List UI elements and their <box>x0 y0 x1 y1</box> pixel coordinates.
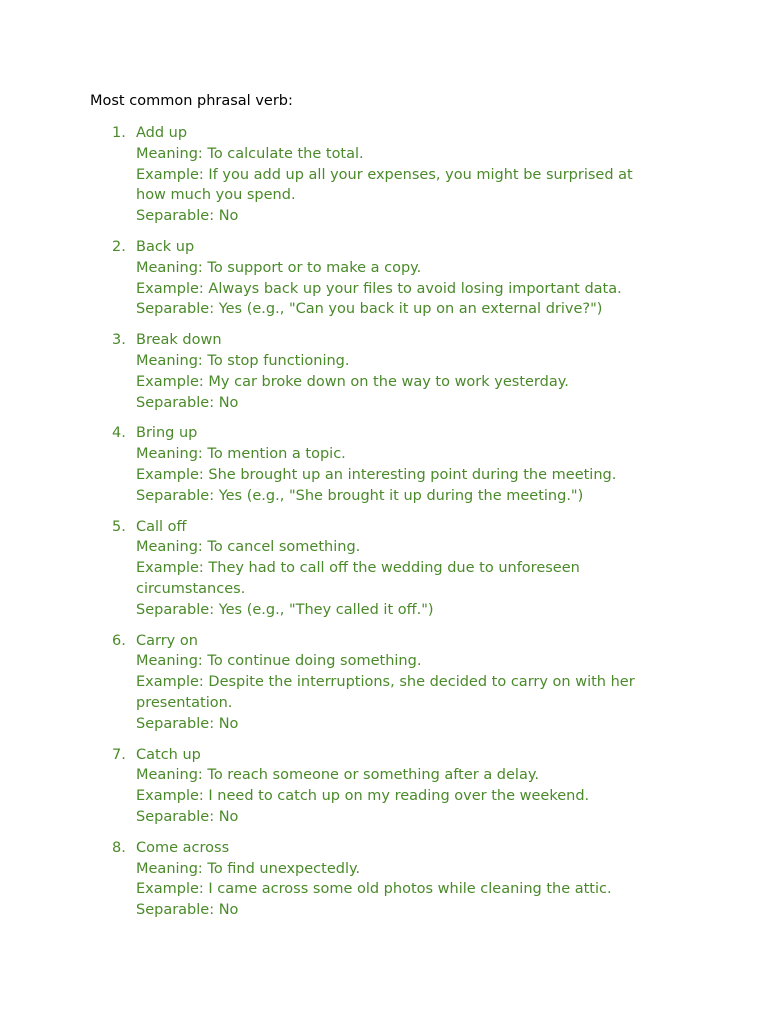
list-item <box>0 517 768 621</box>
item-verb: Carry on <box>136 632 198 649</box>
item-number: 8. <box>112 839 126 856</box>
item-separable: Separable: No <box>136 394 239 411</box>
item-meaning: Meaning: To continue doing something. <box>136 653 422 670</box>
item-verb: Come across <box>136 839 230 856</box>
list-item <box>0 745 768 828</box>
document-heading: Most common phrasal verb: <box>90 93 293 109</box>
item-separable: Separable: No <box>136 208 239 225</box>
item-meaning: Meaning: To reach someone or something after a delay. <box>136 767 539 784</box>
item-meaning: Meaning: To cancel something. <box>136 539 361 556</box>
item-verb: Break down <box>136 332 222 349</box>
item-example: Example: They had to call off the wedding due to unforeseen circumstances. <box>136 560 580 597</box>
item-meaning: Meaning: To find unexpectedly. <box>136 860 361 877</box>
item-number: 7. <box>112 746 126 763</box>
item-meaning: Meaning: To mention a topic. <box>136 446 346 463</box>
list-item <box>0 423 768 506</box>
item-number: 6. <box>112 632 126 649</box>
item-verb: Bring up <box>136 425 198 442</box>
list-item <box>0 838 768 921</box>
item-number: 1. <box>112 125 126 141</box>
item-number: 3. <box>112 332 126 349</box>
item-meaning: Meaning: To support or to make a copy. <box>136 259 422 276</box>
item-separable: Separable: No <box>136 715 239 732</box>
phrasal-verb-list <box>0 123 768 931</box>
item-example: Example: I came across some old photos while cleaning the attic. <box>136 881 612 898</box>
item-separable: Separable: Yes (e.g., "They called it off.") <box>136 601 434 618</box>
item-meaning: Meaning: To calculate the total. <box>136 145 364 162</box>
item-example: Example: I need to catch up on my reading over the weekend. <box>136 788 590 805</box>
item-verb: Add up <box>136 125 188 141</box>
item-example: Example: My car broke down on the way to work yesterday. <box>136 373 569 390</box>
item-example: Example: If you add up all your expenses, you might be surprised at how much you spend. <box>136 166 633 204</box>
list-item <box>0 237 768 320</box>
item-separable: Separable: No <box>136 808 239 825</box>
item-separable: Separable: Yes (e.g., "Can you back it up on an external drive?") <box>136 301 603 318</box>
item-verb: Call off <box>136 518 187 535</box>
list-item <box>0 631 768 735</box>
item-number: 2. <box>112 238 126 255</box>
item-number: 4. <box>112 425 126 442</box>
list-item <box>0 123 768 227</box>
item-example: Example: Always back up your files to avoid losing important data. <box>136 280 622 297</box>
list-item <box>0 330 768 413</box>
item-example: Example: Despite the interruptions, she decided to carry on with her presentation. <box>136 674 635 711</box>
item-verb: Catch up <box>136 746 201 763</box>
item-verb: Back up <box>136 238 195 255</box>
item-separable: Separable: Yes (e.g., "She brought it up during the meeting.") <box>136 487 584 504</box>
item-number: 5. <box>112 518 126 535</box>
item-separable: Separable: No <box>136 902 239 919</box>
item-meaning: Meaning: To stop functioning. <box>136 352 350 369</box>
item-example: Example: She brought up an interesting point during the meeting. <box>136 466 617 483</box>
